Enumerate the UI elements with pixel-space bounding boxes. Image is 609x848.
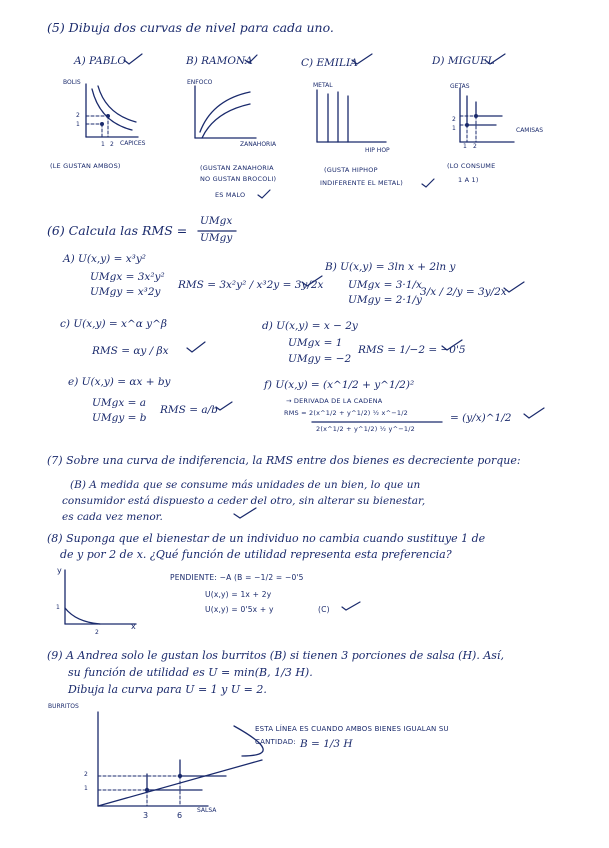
q9-xtick-6: 6 [177,811,183,820]
q8-line-2: de y por 2 de x. ¿Qué función de utilidad representa esta preferencia? [60,548,452,561]
q6-d-umgx: UMgx = 1 [288,337,343,349]
q6-f-result: = (y/x)^1/2 [450,412,512,424]
q5-miguel-xtick-1: 1 [463,143,467,150]
q8-work-utility-1: U(x,y) = 1x + 2y [205,590,272,599]
check-mark-icon [185,340,207,354]
q9-xlabel: SALSA [197,807,217,814]
check-mark-icon [350,52,374,66]
q5-ramona-note-1: (GUSTAN ZANAHORIA [200,164,274,172]
check-mark-icon [440,338,464,352]
q6-e-rms: RMS = a/b [160,404,218,416]
q5-ramona-ylabel: ENFOCO [187,79,213,86]
q5-pablo-note: (LE GUSTAN AMBOS) [50,162,121,170]
q5-miguel-ytick-2: 2 [452,116,456,123]
q5-ramona-note-2: NO GUSTAN BROCOLI) [200,175,277,183]
q5-emilia-label: C) EMILIA [301,57,358,69]
q5-ramona-graph [190,86,260,144]
q5-ramona-xlabel: ZANAHORIA [240,141,277,148]
q8-work-utility-2: U(x,y) = 0'5x + y [205,605,274,614]
q5-pablo-ytick-1: 1 [76,121,80,128]
q5-miguel-label: D) MIGUEL [432,55,495,67]
check-mark-icon [420,177,436,189]
q6-f-equation: f) U(x,y) = (x^1/2 + y^1/2)² [264,379,415,391]
q5-emilia-ylabel: METAL [313,82,333,89]
q6-d-equation: d) U(x,y) = x − 2y [262,320,358,332]
q8-xtick: 2 [95,629,99,636]
q5-pablo-ytick-2: 2 [76,112,80,119]
q9-xtick-3: 3 [143,811,149,820]
q9-graph [92,712,282,810]
q6-d-umgy: UMgy = −2 [288,353,352,365]
q7-answer-line-2: consumidor está dispuesto a ceder del otro, sin alterar su bienestar, [62,495,426,507]
check-mark-icon [483,52,507,66]
q5-ramona-label: B) RAMONA [186,55,253,67]
q7-answer-line-3: es cada vez menor. [62,511,163,523]
q6-f-note: → DERIVADA DE LA CADENA [286,397,383,405]
q6-b-rms: 3/x / 2/y = 3y/2x [420,286,507,298]
q6-a-equation: A) U(x,y) = x³y² [63,253,146,265]
q6-f-fraction-bar [312,420,444,424]
check-mark-icon [256,188,272,200]
q6-e-umgy: UMgy = b [92,412,147,424]
q8-ylabel: y [57,566,62,575]
q6-rms-denominator: UMgy [200,232,233,244]
q5-pablo-xtick-2: 2 [110,141,114,148]
q6-a-rms: RMS = 3x²y² / x³2y = 3y/2x [178,279,324,291]
check-mark-icon [502,280,526,294]
q8-xlabel: x [131,622,136,631]
q6-c-equation: c) U(x,y) = x^α y^β [60,318,167,330]
q8-line-1: (8) Suponga que el bienestar de un individuo no cambia cuando sustituye 1 de [47,532,486,545]
q9-annotation-line-1: ESTA LÍNEA ES CUANDO AMBOS BIENES IGUALAN SU [255,725,449,733]
check-mark-icon [340,600,362,612]
q5-emilia-note-1: (GUSTA HIPHOP [324,166,378,174]
q5-miguel-note-1: (LO CONSUME [447,162,496,170]
q6-a-umgy: UMgy = x³2y [90,286,161,298]
q5-miguel-graph [456,88,516,146]
q5-miguel-xlabel: CAMISAS [516,127,544,134]
q5-ramona-note-3: ES MALO [215,191,246,199]
q9-ytick-1: 1 [84,785,88,792]
check-mark-icon [232,506,258,520]
q5-pablo-xlabel: CAPICES [120,140,146,147]
q5-miguel-ytick-1: 1 [452,125,456,132]
q5-miguel-note-2: 1 A 1) [458,176,479,184]
q6-d-rms: RMS = 1/−2 = −0'5 [358,344,466,356]
q6-b-umgx: UMgx = 3·1/x [348,279,422,291]
q5-emilia-graph [312,90,390,148]
check-mark-icon [300,274,324,288]
q5-pablo-graph [80,84,140,144]
q9-line-3: Dibuja la curva para U = 1 y U = 2. [68,683,267,696]
q8-ytick: 1 [56,604,60,611]
q6-e-equation: e) U(x,y) = αx + by [68,376,171,388]
q5-miguel-xtick-2: 2 [473,143,477,150]
q6-b-umgy: UMgy = 2·1/y [348,294,422,306]
q5-pablo-ylabel: BOLIS [63,79,81,86]
q6-b-equation: B) U(x,y) = 3ln x + 2ln y [325,261,456,273]
q9-ylabel: BURRITOS [48,703,79,710]
q9-line-2: su función de utilidad es U = min(B, 1/3 H). [68,666,313,679]
q6-f-rms-numerator: RMS = 2(x^1/2 + y^1/2) ½ x^−1/2 [284,409,408,417]
q5-title: (5) Dibuja dos curvas de nivel para cada uno. [47,20,334,35]
q5-pablo-xtick-1: 1 [101,141,105,148]
q9-annotation-line-2: CANTIDAD: [255,738,296,746]
q7-answer-line-1: (B) A medida que se consume más unidades de un bien, lo que un [70,479,421,491]
q8-work-slope: PENDIENTE: −A (B = −1/2 = −0'5 [170,573,304,582]
check-mark-icon [214,400,234,412]
q5-emilia-xlabel: HIP HOP [365,147,390,154]
q6-rms-numerator: UMgx [200,215,233,227]
q7-title: (7) Sobre una curva de indiferencia, la RMS entre dos bienes es decreciente porque: [47,454,521,467]
q9-line-1: (9) A Andrea solo le gustan los burritos (B) si tienen 3 porciones de salsa (H). Así, [47,649,504,662]
q8-graph [60,570,140,630]
q5-emilia-note-2: INDIFERENTE EL METAL) [320,179,403,187]
q6-f-rms-denominator: 2(x^1/2 + y^1/2) ½ y^−1/2 [316,425,415,433]
q9-annotation-equation: B = 1/3 H [300,738,353,750]
check-mark-icon [122,52,144,66]
q6-c-rms: RMS = αy / βx [92,345,169,357]
check-mark-icon [522,406,546,420]
q8-answer: (C) [318,605,330,614]
q9-ytick-2: 2 [84,771,88,778]
check-mark-icon [243,53,259,65]
q6-e-umgx: UMgx = a [92,397,146,409]
q6-title: (6) Calcula las RMS = [47,223,188,238]
q5-pablo-label: A) PABLO [74,55,126,67]
q6-a-umgx: UMgx = 3x²y² [90,271,165,283]
q5-miguel-ylabel: GETAS [450,83,470,90]
